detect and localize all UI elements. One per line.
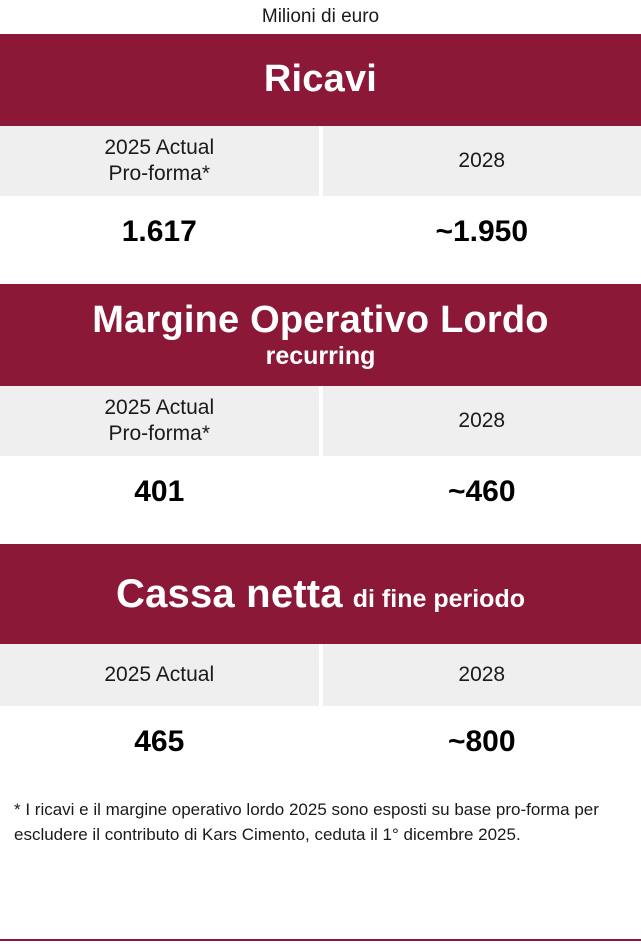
value-row-ebitda <box>0 456 641 528</box>
metric-block-net-cash <box>0 544 641 778</box>
header-cell-actual <box>0 386 319 456</box>
header-cell-actual: 2025 Actual <box>0 644 319 706</box>
unit-label: Milioni di euro <box>0 0 641 34</box>
header-row-ebitda <box>0 386 641 456</box>
value-row-net-cash <box>0 706 641 778</box>
header-row-revenue <box>0 126 641 196</box>
bottom-rule <box>0 939 641 941</box>
value-actual: 401 <box>134 475 185 508</box>
section-band-ebitda <box>0 284 641 386</box>
section-title: Margine Operativo Lordo <box>92 298 549 341</box>
footnote-spacer <box>0 778 641 790</box>
value-target: ~460 <box>447 475 516 508</box>
header-cell-target: 2028 <box>323 126 641 196</box>
section-title: Cassa netta <box>116 572 343 616</box>
section-spacer <box>0 528 641 544</box>
header-line-2: Pro-forma* <box>108 422 210 445</box>
header-row-net-cash <box>0 644 641 706</box>
section-title: Ricavi <box>263 58 378 101</box>
value-target: ~800 <box>447 725 516 758</box>
section-band-net-cash <box>0 544 641 644</box>
value-row-revenue <box>0 196 641 268</box>
header-cell-target: 2028 <box>323 644 641 706</box>
section-spacer <box>0 268 641 284</box>
header-cell-target: 2028 <box>323 386 641 456</box>
value-actual: 1.617 <box>121 215 197 248</box>
section-subtitle: recurring <box>265 341 376 370</box>
value-target: ~1.950 <box>435 215 529 248</box>
header-line-2: Pro-forma* <box>108 162 210 185</box>
value-actual: 465 <box>134 725 185 758</box>
section-heading-inline <box>116 573 525 615</box>
header-line-1: 2025 Actual <box>104 135 215 159</box>
header-cell-actual <box>0 126 319 196</box>
metric-block-revenue <box>0 34 641 268</box>
metric-block-ebitda <box>0 284 641 528</box>
footnote: * I ricavi e il margine operativo lordo 2025 sono esposti su base pro-forma per escludere il contributo di Kars Cimento, ceduta il 1° dicembre 2025. <box>14 800 599 844</box>
section-subtitle: di fine periodo <box>352 585 525 613</box>
section-band-revenue <box>0 34 641 126</box>
header-line-1: 2025 Actual <box>104 395 215 419</box>
